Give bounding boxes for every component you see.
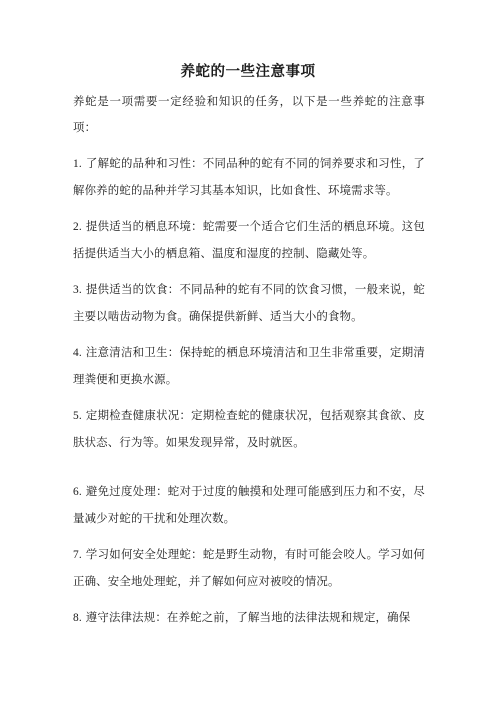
item-text: 提供适当的饮食：不同品种的蛇有不同的饮食习惯，一般来说，蛇主要以啮齿动物为食。确保提供新鲜、适当大小的食物。: [73, 282, 425, 323]
list-item: [73, 402, 425, 455]
item-number: 1.: [73, 158, 82, 170]
item-text: 避免过度处理：蛇对于过度的触摸和处理可能感到压力和不安，尽量减少对蛇的干扰和处理次数。: [73, 484, 425, 525]
document-title: 养蛇的一些注意事项: [180, 64, 316, 80]
item-text: 提供适当的栖息环境：蛇需要一个适合它们生活的栖息环境。这包括提供适当大小的栖息箱、温度和湿度的控制、隐藏处等。: [73, 219, 425, 260]
item-number: 5.: [73, 410, 82, 422]
item-number: 8.: [73, 612, 82, 624]
list-item: [73, 213, 425, 266]
item-number: 2.: [73, 221, 82, 233]
item-number: 7.: [73, 549, 82, 561]
item-number: 4.: [73, 347, 82, 359]
item-text: 学习如何安全处理蛇：蛇是野生动物，有时可能会咬人。学习如何正确、安全地处理蛇，并了解如何应对被咬的情况。: [73, 547, 425, 588]
list-item: [73, 541, 425, 594]
list-item: [73, 478, 425, 531]
list-item: [73, 339, 425, 392]
item-text: 遵守法律法规：在养蛇之前，了解当地的法律法规和规定，确保: [85, 610, 411, 624]
item-text: 了解蛇的品种和习性：不同品种的蛇有不同的饲养要求和习性，了解你养的蛇的品种并学习其基本知识，比如食性、环境需求等。: [73, 156, 425, 197]
item-number: 6.: [73, 486, 82, 498]
intro-paragraph: 养蛇是一项需要一定经验和知识的任务，以下是一些养蛇的注意事项：: [73, 94, 425, 134]
item-number: 3.: [73, 284, 82, 296]
list-item: [73, 150, 425, 203]
item-text: 注意清洁和卫生：保持蛇的栖息环境清洁和卫生非常重要，定期清理粪便和更换水源。: [73, 345, 425, 386]
list-item: [73, 604, 425, 631]
item-text: 定期检查健康状况：定期检查蛇的健康状况，包括观察其食欲、皮肤状态、行为等。如果发现异常，及时就医。: [73, 408, 425, 449]
list-item: [73, 276, 425, 329]
